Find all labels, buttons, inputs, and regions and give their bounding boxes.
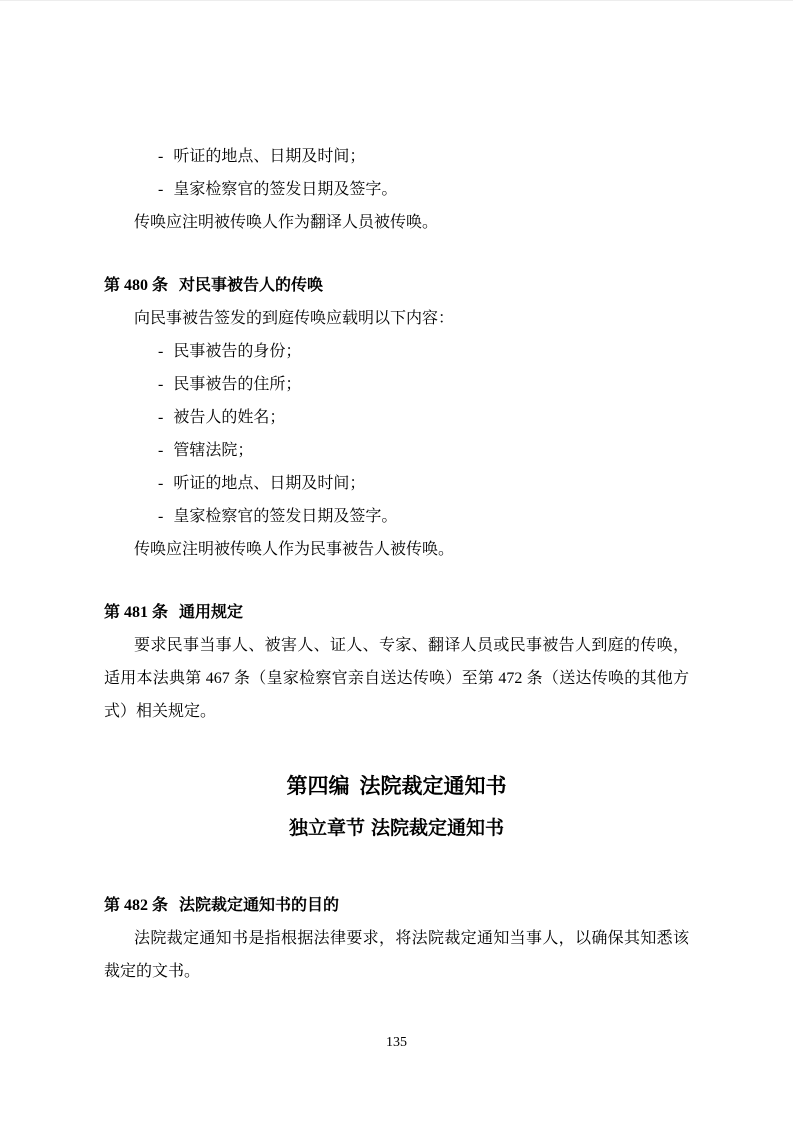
article-480-note: 传唤应注明被传唤人作为民事被告人被传唤。 xyxy=(134,541,455,558)
bullet-text: 民事被告的住所； xyxy=(173,376,302,393)
article-480-bullet-list xyxy=(104,335,689,533)
bullet-dash-icon: - xyxy=(158,409,164,426)
article-481-title: 通用规定 xyxy=(179,604,244,621)
article-480-heading xyxy=(104,269,689,302)
article-481-number: 第 481 条 xyxy=(104,604,169,621)
part-heading-label: 第四编 xyxy=(286,774,350,798)
article-481-heading xyxy=(104,596,689,629)
article-481-body: 要求民事当事人、被害人、证人、专家、翻译人员或民事被告人到庭的传唤，适用本法典第 467 条（皇家检察官亲自送达传唤）至第 472 条（送达传唤的其他方式）相关规定。 xyxy=(104,637,689,720)
bullet-text: 被告人的姓名； xyxy=(173,409,286,426)
intro-bullet-list xyxy=(104,140,689,206)
bullet-text: 听证的地点、日期及时间； xyxy=(173,475,366,492)
page-number: 135 xyxy=(386,1035,407,1050)
list-item xyxy=(104,140,689,173)
intro-note: 传唤应注明被传唤人作为翻译人员被传唤。 xyxy=(134,214,439,231)
article-480-lead: 向民事被告签发的到庭传唤应载明以下内容： xyxy=(134,310,455,327)
list-item xyxy=(104,335,689,368)
bullet-dash-icon: - xyxy=(158,181,164,198)
article-482-heading xyxy=(104,889,689,922)
chapter-heading-title: 法院裁定通知书 xyxy=(371,818,505,839)
bullet-dash-icon: - xyxy=(158,475,164,492)
bullet-text: 民事被告的身份； xyxy=(173,343,302,360)
bullet-dash-icon: - xyxy=(158,376,164,393)
list-item xyxy=(104,467,689,500)
list-item xyxy=(104,173,689,206)
bullet-text: 听证的地点、日期及时间； xyxy=(173,148,366,165)
list-item xyxy=(104,401,689,434)
part-heading-title: 法院裁定通知书 xyxy=(359,774,507,798)
bullet-text: 皇家检察官的签发日期及签字。 xyxy=(173,508,398,525)
article-480-number: 第 480 条 xyxy=(104,277,169,294)
article-480-title: 对民事被告人的传唤 xyxy=(179,277,324,294)
list-item xyxy=(104,500,689,533)
article-482-number: 第 482 条 xyxy=(104,897,169,914)
article-482-title: 法院裁定通知书的目的 xyxy=(179,897,340,914)
page-content xyxy=(0,1,793,1123)
chapter-heading-label: 独立章节 xyxy=(288,818,365,839)
chapter-heading xyxy=(104,809,689,849)
bullet-dash-icon: - xyxy=(158,148,164,165)
bullet-text: 管辖法院； xyxy=(173,442,254,459)
bullet-dash-icon: - xyxy=(158,442,164,459)
bullet-dash-icon: - xyxy=(158,343,164,360)
list-item xyxy=(104,368,689,401)
article-482-body: 法院裁定通知书是指根据法律要求，将法院裁定通知当事人，以确保其知悉该裁定的文书。 xyxy=(104,930,689,980)
list-item xyxy=(104,434,689,467)
part-heading xyxy=(104,766,689,806)
bullet-text: 皇家检察官的签发日期及签字。 xyxy=(173,181,398,198)
bullet-dash-icon: - xyxy=(158,508,164,525)
